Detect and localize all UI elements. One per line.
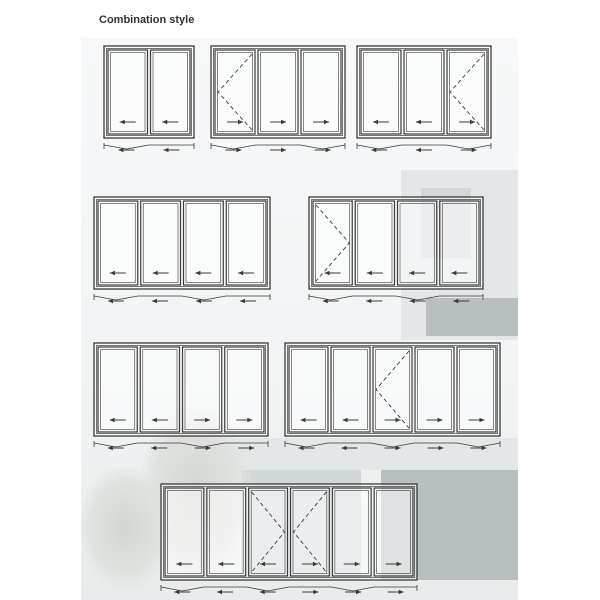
plan-view <box>161 585 417 594</box>
door-config-2 <box>211 46 345 152</box>
plan-arrow <box>385 446 401 450</box>
door-config-5 <box>309 197 483 303</box>
outer-frame <box>309 197 483 289</box>
plan-view <box>94 441 268 450</box>
plan-view <box>104 143 194 152</box>
plan-arrow <box>299 446 315 450</box>
outer-frame <box>211 46 345 138</box>
plan-arrow <box>410 299 426 303</box>
plan-arrow <box>196 299 212 303</box>
outer-frame <box>94 197 270 289</box>
plan-arrow <box>471 446 487 450</box>
outer-frame <box>285 343 500 436</box>
plan-view <box>309 294 483 303</box>
plan-view <box>94 294 270 303</box>
page-title: Combination style <box>99 14 195 26</box>
outer-frame <box>94 343 268 436</box>
plan-view <box>211 143 345 152</box>
plan-arrow <box>225 148 241 152</box>
plan-arrow <box>461 148 477 152</box>
door-config-3 <box>357 46 491 152</box>
door-config-7 <box>285 343 500 450</box>
plan-arrow <box>240 299 256 303</box>
plan-arrow <box>151 446 167 450</box>
plan-arrow <box>315 148 331 152</box>
plan-arrow <box>345 590 361 594</box>
plan-arrow <box>217 590 233 594</box>
plan-arrow <box>108 446 124 450</box>
plan-arrow <box>342 446 358 450</box>
plan-arrow <box>388 590 404 594</box>
plan-arrow <box>428 446 444 450</box>
plan-arrow <box>260 590 276 594</box>
plan-arrow <box>323 299 339 303</box>
plan-arrow <box>164 148 180 152</box>
plan-arrow <box>366 299 382 303</box>
door-config-8 <box>161 484 417 594</box>
plan-arrow <box>416 148 432 152</box>
plan-view <box>285 441 500 450</box>
door-config-1 <box>104 46 194 152</box>
plan-arrow <box>108 299 124 303</box>
outer-frame <box>104 46 194 138</box>
plan-arrow <box>453 299 469 303</box>
plan-arrow <box>195 446 211 450</box>
plan-arrow <box>302 590 318 594</box>
plan-arrow <box>174 590 190 594</box>
plan-arrow <box>270 148 286 152</box>
outer-frame <box>357 46 491 138</box>
plan-arrow <box>371 148 387 152</box>
plan-arrow <box>119 148 135 152</box>
plan-arrow <box>238 446 254 450</box>
outer-frame <box>161 484 417 580</box>
door-config-4 <box>94 197 270 303</box>
plan-view <box>357 143 491 152</box>
plan-arrow <box>152 299 168 303</box>
door-config-6 <box>94 343 268 450</box>
